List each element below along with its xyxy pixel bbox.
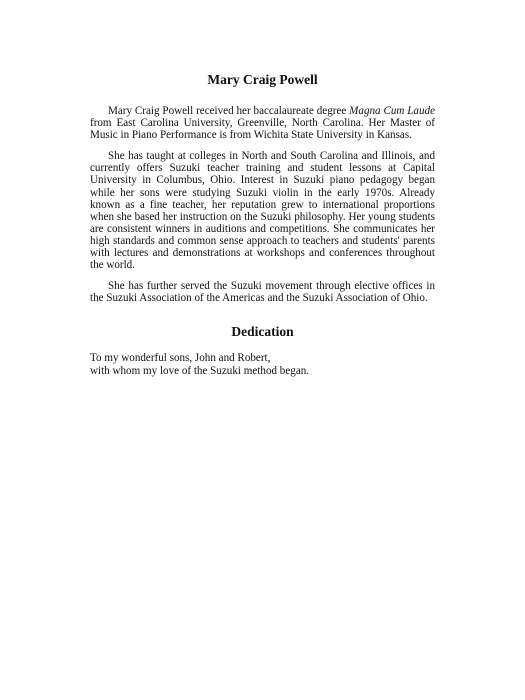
dedication-text: [90, 352, 435, 376]
bio-paragraph-2: She has taught at colleges in North and South Carolina and Illinois, and currently offers Suzuki teacher training and student lessons at Capital University in Columbus, Ohio. Interest in Suzuki piano pedagogy began while her sons were studying Suzuki violin in the early 1970s. Already known as a fine teacher, her reputation grew to international proportions when she based her instruction on the Suzuki philosophy. Her young students are consistent winners in auditions and competitions. She communicates her high standards and common sense approach to teachers and students' parents with lectures and demonstrations at workshops and conferences throughout the world.: [90, 150, 435, 272]
bio-paragraph-3: She has further served the Suzuki movement through elective offices in the Suzuki Association of the Americas and the Suzuki Association of Ohio.: [90, 280, 435, 305]
bio-paragraph-1-end: from East Carolina University, Greenville, North Carolina. Her Master of Music in Piano Performance is from Wichita State University in Kansas.: [90, 117, 435, 142]
content: [90, 72, 435, 377]
bio-title: Mary Craig Powell: [207, 72, 318, 87]
bio-paragraph-1-start: Mary Craig Powell received her baccalaureate degree: [108, 105, 350, 117]
bio-paragraph-1: [90, 105, 435, 141]
dedication-line-2: with whom my love of the Suzuki method began.: [90, 364, 310, 377]
honors-phrase: Magna Cum Laude: [349, 105, 435, 117]
dedication-title: Dedication: [231, 324, 294, 340]
dedication-line-1: To my wonderful sons, John and Robert,: [90, 352, 271, 365]
